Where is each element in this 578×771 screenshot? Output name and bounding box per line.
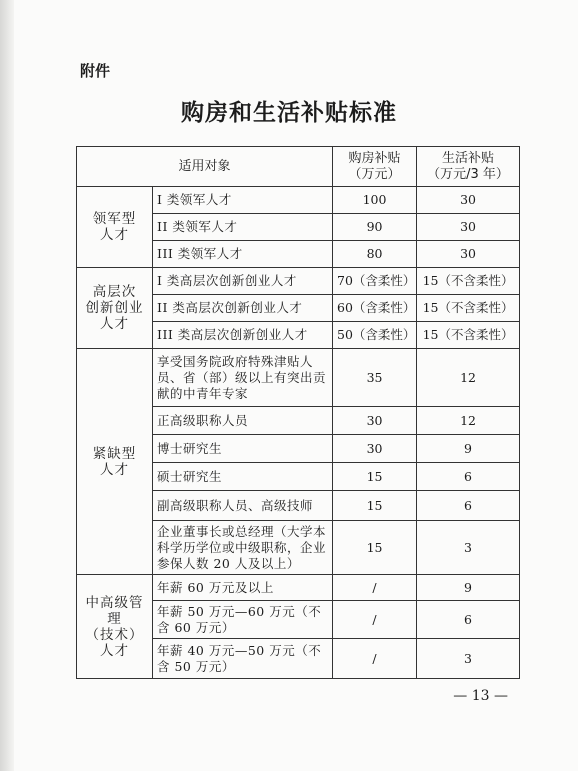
group-label-line: 人才 (100, 227, 129, 243)
subsidy-table (76, 146, 520, 679)
header-target: 适用对象 (77, 147, 333, 187)
group-label-shortage (77, 349, 153, 575)
row-name: II 类领军人才 (153, 214, 333, 241)
row-living: 9 (417, 575, 520, 601)
row-name: II 类高层次创新创业人才 (153, 295, 333, 322)
row-housing: / (333, 575, 417, 601)
table-row (77, 268, 520, 295)
row-housing: 30 (333, 407, 417, 435)
header-housing-line1: 购房补贴 (348, 150, 401, 166)
group-label-line: 高层次 (92, 284, 137, 300)
row-living: 3 (417, 639, 520, 679)
row-living: 30 (417, 241, 520, 268)
row-living: 15（不含柔性） (417, 268, 520, 295)
row-housing: 50（含柔性） (333, 322, 417, 349)
row-name: I 类高层次创新创业人才 (153, 268, 333, 295)
row-living: 30 (417, 187, 520, 214)
row-living: 15（不含柔性） (417, 295, 520, 322)
row-housing: / (333, 601, 417, 639)
row-name: 享受国务院政府特殊津贴人员、省（部）级以上有突出贡献的中青年专家 (153, 349, 333, 407)
row-living: 30 (417, 214, 520, 241)
group-label-line: （技术）人才 (85, 626, 144, 659)
row-housing: 15 (333, 521, 417, 575)
row-housing: 30 (333, 435, 417, 463)
row-housing: 15 (333, 463, 417, 491)
group-label-management (77, 575, 153, 679)
row-living: 6 (417, 491, 520, 521)
group-label-line: 人才 (100, 316, 129, 332)
row-housing: 35 (333, 349, 417, 407)
row-living: 6 (417, 601, 520, 639)
header-housing-line2: （万元） (348, 166, 401, 182)
table-header-row (77, 147, 520, 187)
header-housing (333, 147, 417, 187)
document-title: 购房和生活补贴标准 (181, 99, 397, 126)
row-housing: 100 (333, 187, 417, 214)
row-housing: / (333, 639, 417, 679)
row-name: 年薪 40 万元—50 万元（不含 50 万元） (153, 639, 333, 679)
row-name: 正高级职称人员 (153, 407, 333, 435)
row-name: 副高级职称人员、高级技师 (153, 491, 333, 521)
group-label-line: 中高级管理 (85, 594, 144, 627)
header-living-line1: 生活补贴 (442, 150, 495, 166)
row-name: I 类领军人才 (153, 187, 333, 214)
row-name: III 类领军人才 (153, 241, 333, 268)
row-name: 年薪 60 万元及以上 (153, 575, 333, 601)
row-housing: 80 (333, 241, 417, 268)
group-label-line: 紧缺型 (92, 445, 137, 462)
group-label-leading (77, 187, 153, 268)
row-name: 企业董事长或总经理（大学本科学历学位或中级职称，企业参保人数 20 人及以上） (153, 521, 333, 575)
header-living-line2: （万元/3 年） (427, 166, 509, 182)
row-living: 12 (417, 407, 520, 435)
header-living (417, 147, 520, 187)
row-living: 9 (417, 435, 520, 463)
row-housing: 90 (333, 214, 417, 241)
row-name: 硕士研究生 (153, 463, 333, 491)
table-row (77, 187, 520, 214)
table-row (77, 349, 520, 407)
table-row (77, 575, 520, 601)
row-housing: 15 (333, 491, 417, 521)
row-living: 12 (417, 349, 520, 407)
group-label-line: 创新创业 (85, 300, 144, 316)
group-label-line: 人才 (100, 461, 129, 478)
row-living: 3 (417, 521, 520, 575)
row-name: 年薪 50 万元—60 万元（不含 60 万元） (153, 601, 333, 639)
row-housing: 70（含柔性） (333, 268, 417, 295)
group-label-high-level (77, 268, 153, 349)
row-name: III 类高层次创新创业人才 (153, 322, 333, 349)
row-housing: 60（含柔性） (333, 295, 417, 322)
page-number: — 13 — (453, 688, 508, 704)
row-living: 6 (417, 463, 520, 491)
group-label-line: 领军型 (92, 211, 137, 227)
row-living: 15（不含柔性） (417, 322, 520, 349)
attachment-label: 附件 (80, 62, 111, 80)
row-name: 博士研究生 (153, 435, 333, 463)
